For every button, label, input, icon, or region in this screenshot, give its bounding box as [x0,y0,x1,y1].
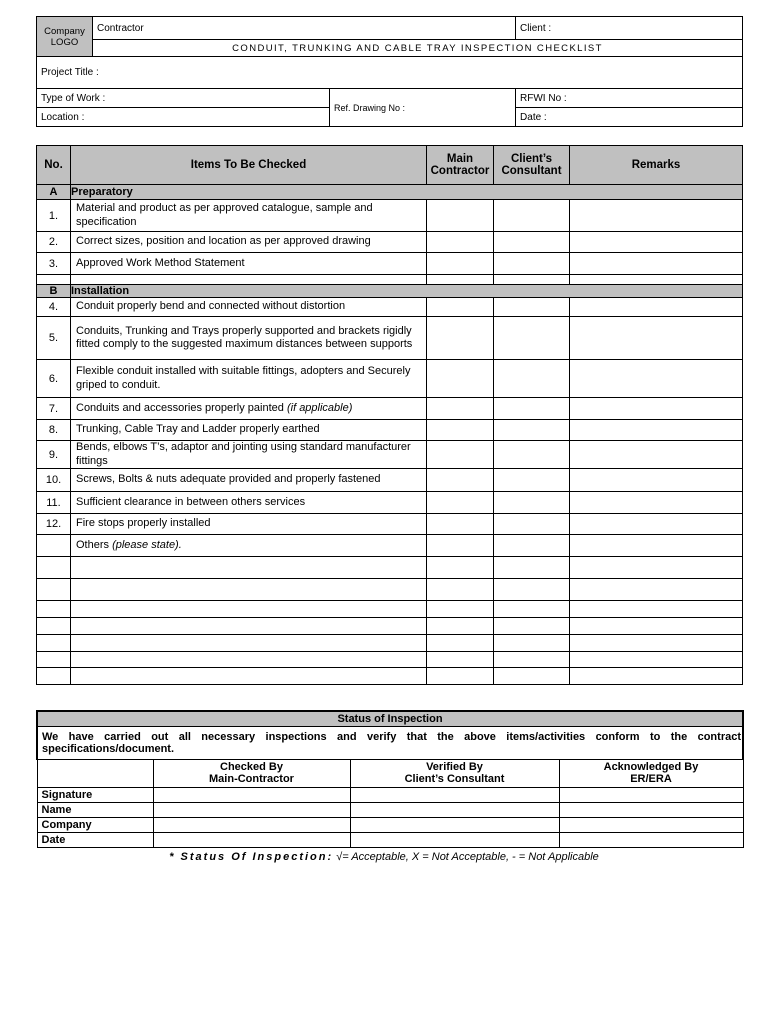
type-of-work-field[interactable]: Type of Work : [37,89,330,108]
checklist-table [36,145,743,685]
remarks-cell[interactable] [570,200,743,232]
company-logo [37,17,93,57]
section-letter: B [37,285,71,298]
acknowledged-by-cell[interactable] [559,832,743,847]
item-note: (if applicable) [286,401,353,414]
status-row [37,787,743,802]
item-number: 12. [37,514,71,535]
consultant-cell[interactable] [494,557,570,579]
verified-by-line-1: Verified By [426,761,483,773]
verified-by-header [350,759,559,787]
col-main-contractor-header [427,146,494,185]
checked-by-header [153,759,350,787]
checked-by-line-2: Main-Contractor [209,773,294,785]
blank-item-cell[interactable] [71,618,427,635]
item-description [71,514,427,535]
blank-no-cell [37,557,71,579]
consultant-cell[interactable] [494,514,570,535]
section-letter: A [37,185,71,200]
table-row [37,492,743,514]
blank-item-cell[interactable] [71,579,427,601]
remarks-cell[interactable] [570,557,743,579]
consultant-cell[interactable] [494,253,570,275]
col-remarks-header: Remarks [570,146,743,185]
blank-row [37,601,743,618]
contractor-field[interactable]: Contractor [93,17,516,40]
consultant-cell[interactable] [494,668,570,685]
blank-row [37,652,743,668]
item-number: 6. [37,360,71,398]
status-row [37,817,743,832]
main-contractor-cell[interactable] [427,668,494,685]
remarks-cell[interactable] [570,668,743,685]
consultant-cell[interactable] [494,579,570,601]
consultant-cell[interactable] [494,441,570,469]
blank-item-cell[interactable] [71,652,427,668]
remarks-cell[interactable] [570,298,743,317]
status-row-label: Signature [37,787,153,802]
item-description [71,398,427,420]
section-row-b [37,285,743,298]
verified-by-line-2: Client’s Consultant [404,773,505,785]
table-row [37,360,743,398]
consultant-cell[interactable] [494,200,570,232]
blank-row [37,579,743,601]
status-row-label: Company [37,817,153,832]
main-contractor-cell[interactable] [427,200,494,232]
location-field[interactable]: Location : [37,108,330,127]
acknowledged-by-cell[interactable] [559,787,743,802]
consultant-cell[interactable] [494,492,570,514]
verified-by-cell[interactable] [350,817,559,832]
verified-by-cell[interactable] [350,802,559,817]
main-contractor-cell[interactable] [427,557,494,579]
blank-item-cell[interactable] [71,635,427,652]
others-label: Others [76,538,110,551]
remarks-cell[interactable] [570,601,743,618]
item-description [71,420,427,441]
blank-item-cell[interactable] [71,557,427,579]
item-description [71,253,427,275]
section-title: Installation [71,285,743,298]
checked-by-cell[interactable] [153,802,350,817]
item-number: 7. [37,398,71,420]
checked-by-cell[interactable] [153,832,350,847]
item-number: 3. [37,253,71,275]
checked-by-line-1: Checked By [220,761,283,773]
others-item[interactable] [71,535,427,557]
remarks-cell[interactable] [570,535,743,557]
client-field[interactable]: Client : [516,17,743,40]
date-field[interactable]: Date : [516,108,743,127]
acknowledged-by-cell[interactable] [559,817,743,832]
ref-drawing-field[interactable]: Ref. Drawing No : [330,89,516,127]
status-declaration: We have carried out all necessary inspections and verify that the above items/activities conform to the contract specifications/document. [37,726,743,759]
item-number: 2. [37,232,71,253]
col-consult-line-1: Client’s [510,153,553,165]
remarks-cell[interactable] [570,635,743,652]
item-text: Fire stops properly installed [76,517,211,530]
status-corner-cell [37,759,153,787]
verified-by-cell[interactable] [350,832,559,847]
table-row [37,420,743,441]
header-table [36,16,743,127]
remarks-cell[interactable] [570,360,743,398]
ack-by-line-2: ER/ERA [630,773,672,785]
blank-row [37,668,743,685]
item-text: Correct sizes, position and location as per approved drawing [76,235,371,248]
main-contractor-cell[interactable] [427,360,494,398]
table-row [37,441,743,469]
remarks-cell[interactable] [570,253,743,275]
legend-label: * Status Of Inspection: [169,851,334,863]
blank-row [37,618,743,635]
main-contractor-cell[interactable] [427,469,494,492]
legend-text: √= Acceptable, X = Not Acceptable, - = Not Applicable [333,851,599,863]
remarks-cell[interactable] [570,441,743,469]
item-text: Bends, elbows T’s, adaptor and jointing using standard manufacturer fittings [76,441,411,467]
table-row [37,398,743,420]
blank-row [37,635,743,652]
item-description [71,469,427,492]
blank-no-cell [37,618,71,635]
blank-no-cell [37,601,71,618]
consultant-cell[interactable] [494,469,570,492]
checklist-header-row [37,146,743,185]
consultant-cell[interactable] [494,398,570,420]
consultant-cell[interactable] [494,601,570,618]
item-text: Approved Work Method Statement [76,256,245,269]
blank-item-cell[interactable] [71,601,427,618]
item-description [71,200,427,232]
blank-row [37,557,743,579]
item-description [71,360,427,398]
checked-by-cell[interactable] [153,817,350,832]
item-description [71,298,427,317]
consultant-cell[interactable] [494,652,570,668]
consultant-cell[interactable] [494,298,570,317]
item-text: Conduits and accessories properly painted [76,401,284,414]
table-row [37,232,743,253]
consultant-cell[interactable] [494,317,570,360]
main-contractor-cell[interactable] [427,398,494,420]
remarks-cell[interactable] [570,579,743,601]
project-title-field[interactable]: Project Title : [37,57,743,89]
blank-no-cell [37,668,71,685]
main-contractor-cell[interactable] [427,652,494,668]
table-row [37,253,743,275]
remarks-cell[interactable] [570,652,743,668]
checklist-title: CONDUIT, TRUNKING AND CABLE TRAY INSPECTION CHECKLIST [93,40,743,57]
item-text: Trunking, Cable Tray and Ladder properly earthed [76,423,320,436]
acknowledged-by-cell[interactable] [559,802,743,817]
main-contractor-cell[interactable] [427,420,494,441]
remarks-cell[interactable] [570,514,743,535]
col-consultant-header [494,146,570,185]
checked-by-cell[interactable] [153,787,350,802]
main-contractor-cell[interactable] [427,601,494,618]
remarks-cell[interactable] [570,420,743,441]
consultant-cell[interactable] [494,420,570,441]
others-row [37,535,743,557]
section-title: Preparatory [71,185,743,200]
acknowledged-by-header [559,759,743,787]
main-contractor-cell[interactable] [427,579,494,601]
status-row [37,832,743,847]
section-row-a [37,185,743,200]
item-number: 10. [37,469,71,492]
col-consult-line-2: Consultant [501,165,562,177]
main-contractor-cell[interactable] [427,232,494,253]
main-contractor-cell[interactable] [427,298,494,317]
item-description [71,492,427,514]
logo-line-1: Company [44,25,85,37]
status-title: Status of Inspection [37,711,743,726]
status-legend [0,851,768,863]
item-text: Screws, Bolts & nuts adequate provided and properly fastened [76,473,381,486]
item-text: Flexible conduit installed with suitable fittings, adopters and Securely griped to conduit. [76,365,411,391]
main-contractor-cell[interactable] [427,253,494,275]
ack-by-line-1: Acknowledged By [603,761,699,773]
remarks-cell[interactable] [570,232,743,253]
col-no-header: No. [37,146,71,185]
table-row [37,298,743,317]
consultant-cell[interactable] [494,635,570,652]
item-description [71,232,427,253]
item-number: 4. [37,298,71,317]
item-number: 8. [37,420,71,441]
main-contractor-cell[interactable] [427,514,494,535]
item-description [71,441,427,469]
blank-no-cell [37,652,71,668]
table-row [37,514,743,535]
consultant-cell[interactable] [494,232,570,253]
blank-no-cell [37,635,71,652]
item-text: Conduits, Trunking and Trays properly supported and brackets rigidly fitted comply to the suggested maximum distances between supports [76,324,413,350]
others-note: (please state). [112,538,182,551]
col-main-line-2: Contractor [430,165,490,177]
consultant-cell[interactable] [494,360,570,398]
main-contractor-cell[interactable] [427,441,494,469]
item-text: Conduit properly bend and connected without distortion [76,300,346,313]
rfwi-field[interactable]: RFWI No : [516,89,743,108]
item-text: Sufficient clearance in between others services [76,495,306,508]
main-contractor-cell[interactable] [427,535,494,557]
item-number: 9. [37,441,71,469]
status-table [36,710,744,848]
main-contractor-cell[interactable] [427,618,494,635]
item-number: 1. [37,200,71,232]
main-contractor-cell[interactable] [427,492,494,514]
blank-item-cell[interactable] [71,668,427,685]
status-row-label: Name [37,802,153,817]
table-row [37,200,743,232]
col-main-line-1: Main [446,153,474,165]
item-text: Material and product as per approved catalogue, sample and specification [76,202,373,228]
verified-by-cell[interactable] [350,787,559,802]
consultant-cell[interactable] [494,618,570,635]
logo-line-2: LOGO [50,36,79,48]
table-row [37,469,743,492]
remarks-cell[interactable] [570,398,743,420]
col-items-header: Items To Be Checked [71,146,427,185]
main-contractor-cell[interactable] [427,317,494,360]
spacer-row [37,275,743,285]
item-number: 5. [37,317,71,360]
main-contractor-cell[interactable] [427,635,494,652]
remarks-cell[interactable] [570,317,743,360]
consultant-cell[interactable] [494,535,570,557]
item-description [71,317,427,360]
table-row [37,317,743,360]
item-number: 11. [37,492,71,514]
remarks-cell[interactable] [570,618,743,635]
remarks-cell[interactable] [570,492,743,514]
status-row-label: Date [37,832,153,847]
status-row [37,802,743,817]
blank-no-cell [37,579,71,601]
remarks-cell[interactable] [570,469,743,492]
